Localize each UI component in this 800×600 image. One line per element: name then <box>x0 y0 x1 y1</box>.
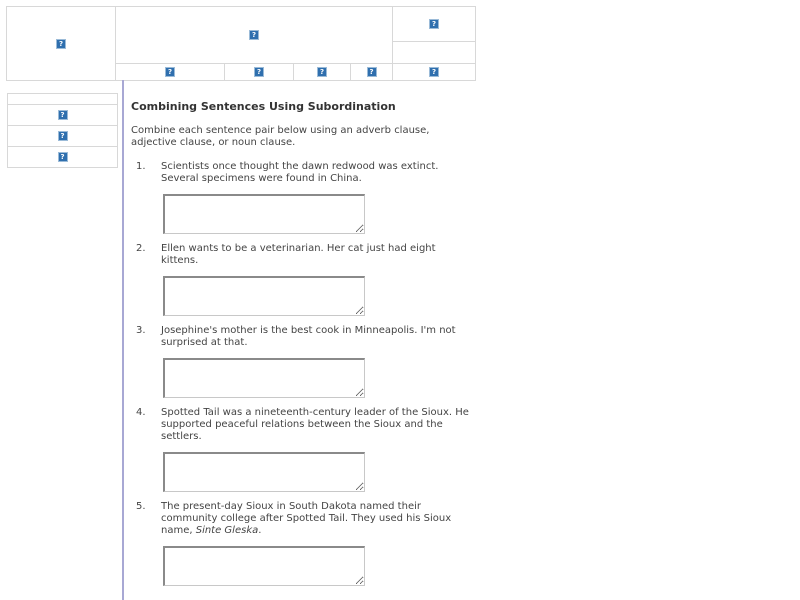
sidebar-item-1[interactable] <box>7 104 118 126</box>
broken-image-icon: ? <box>58 131 68 141</box>
question-text <box>161 501 476 537</box>
page-title: Combining Sentences Using Subordination <box>131 100 396 113</box>
sidebar-item-3[interactable] <box>7 146 118 168</box>
question-text-main: The present-day Sioux in South Dakota named their community college after Spotted Tail. They used his Sioux name, <box>161 501 452 536</box>
question-text: Ellen wants to be a veterinarian. Her cat just had eight kittens. <box>161 243 436 266</box>
broken-image-icon: ? <box>56 39 66 49</box>
question-text: Scientists once thought the dawn redwood was extinct. Several specimens were found in China. <box>161 161 439 184</box>
instructions: Combine each sentence pair below using an adverb clause, adjective clause, or noun clause. <box>131 125 430 148</box>
nav-tab-1[interactable] <box>115 63 225 81</box>
question-number: 5. <box>136 501 146 512</box>
question-text-end: . <box>258 525 262 536</box>
nav-tab-5[interactable] <box>392 63 476 81</box>
main-content <box>131 101 476 595</box>
nav-tab-2[interactable] <box>224 63 294 81</box>
broken-image-icon: ? <box>429 67 439 77</box>
answer-2-textarea[interactable] <box>163 276 365 316</box>
question-number: 2. <box>136 243 146 254</box>
question-text: Spotted Tail was a nineteenth-century leader of the Sioux. He supported peaceful relations between the Sioux and the settlers. <box>161 407 469 442</box>
top-right-empty-cell <box>392 41 476 64</box>
sidebar-item-2[interactable] <box>7 125 118 147</box>
question-5 <box>131 501 476 537</box>
broken-image-icon: ? <box>429 19 439 29</box>
broken-image-icon: ? <box>249 30 259 40</box>
question-1 <box>131 161 476 185</box>
question-text: Josephine's mother is the best cook in Minneapolis. I'm not surprised at that. <box>161 325 456 348</box>
logo-cell[interactable] <box>6 6 116 81</box>
broken-image-icon: ? <box>317 67 327 77</box>
answer-3-textarea[interactable] <box>163 358 365 398</box>
top-right-cell[interactable] <box>392 6 476 42</box>
broken-image-icon: ? <box>165 67 175 77</box>
banner-cell <box>115 6 393 64</box>
answer-4-textarea[interactable] <box>163 452 365 492</box>
broken-image-icon: ? <box>367 67 377 77</box>
sidebar <box>7 93 118 169</box>
broken-image-icon: ? <box>254 67 264 77</box>
question-4 <box>131 407 476 443</box>
question-3 <box>131 325 476 349</box>
sioux-name: Sinte Gleska <box>195 525 259 536</box>
nav-tab-3[interactable] <box>293 63 351 81</box>
content-divider <box>122 80 124 600</box>
question-number: 4. <box>136 407 146 418</box>
question-number: 1. <box>136 161 146 172</box>
question-2 <box>131 243 476 267</box>
nav-tab-4[interactable] <box>350 63 393 81</box>
answer-5-textarea[interactable] <box>163 546 365 586</box>
broken-image-icon: ? <box>58 152 68 162</box>
header <box>6 6 476 81</box>
answer-1-textarea[interactable] <box>163 194 365 234</box>
question-number: 3. <box>136 325 146 336</box>
broken-image-icon: ? <box>58 110 68 120</box>
